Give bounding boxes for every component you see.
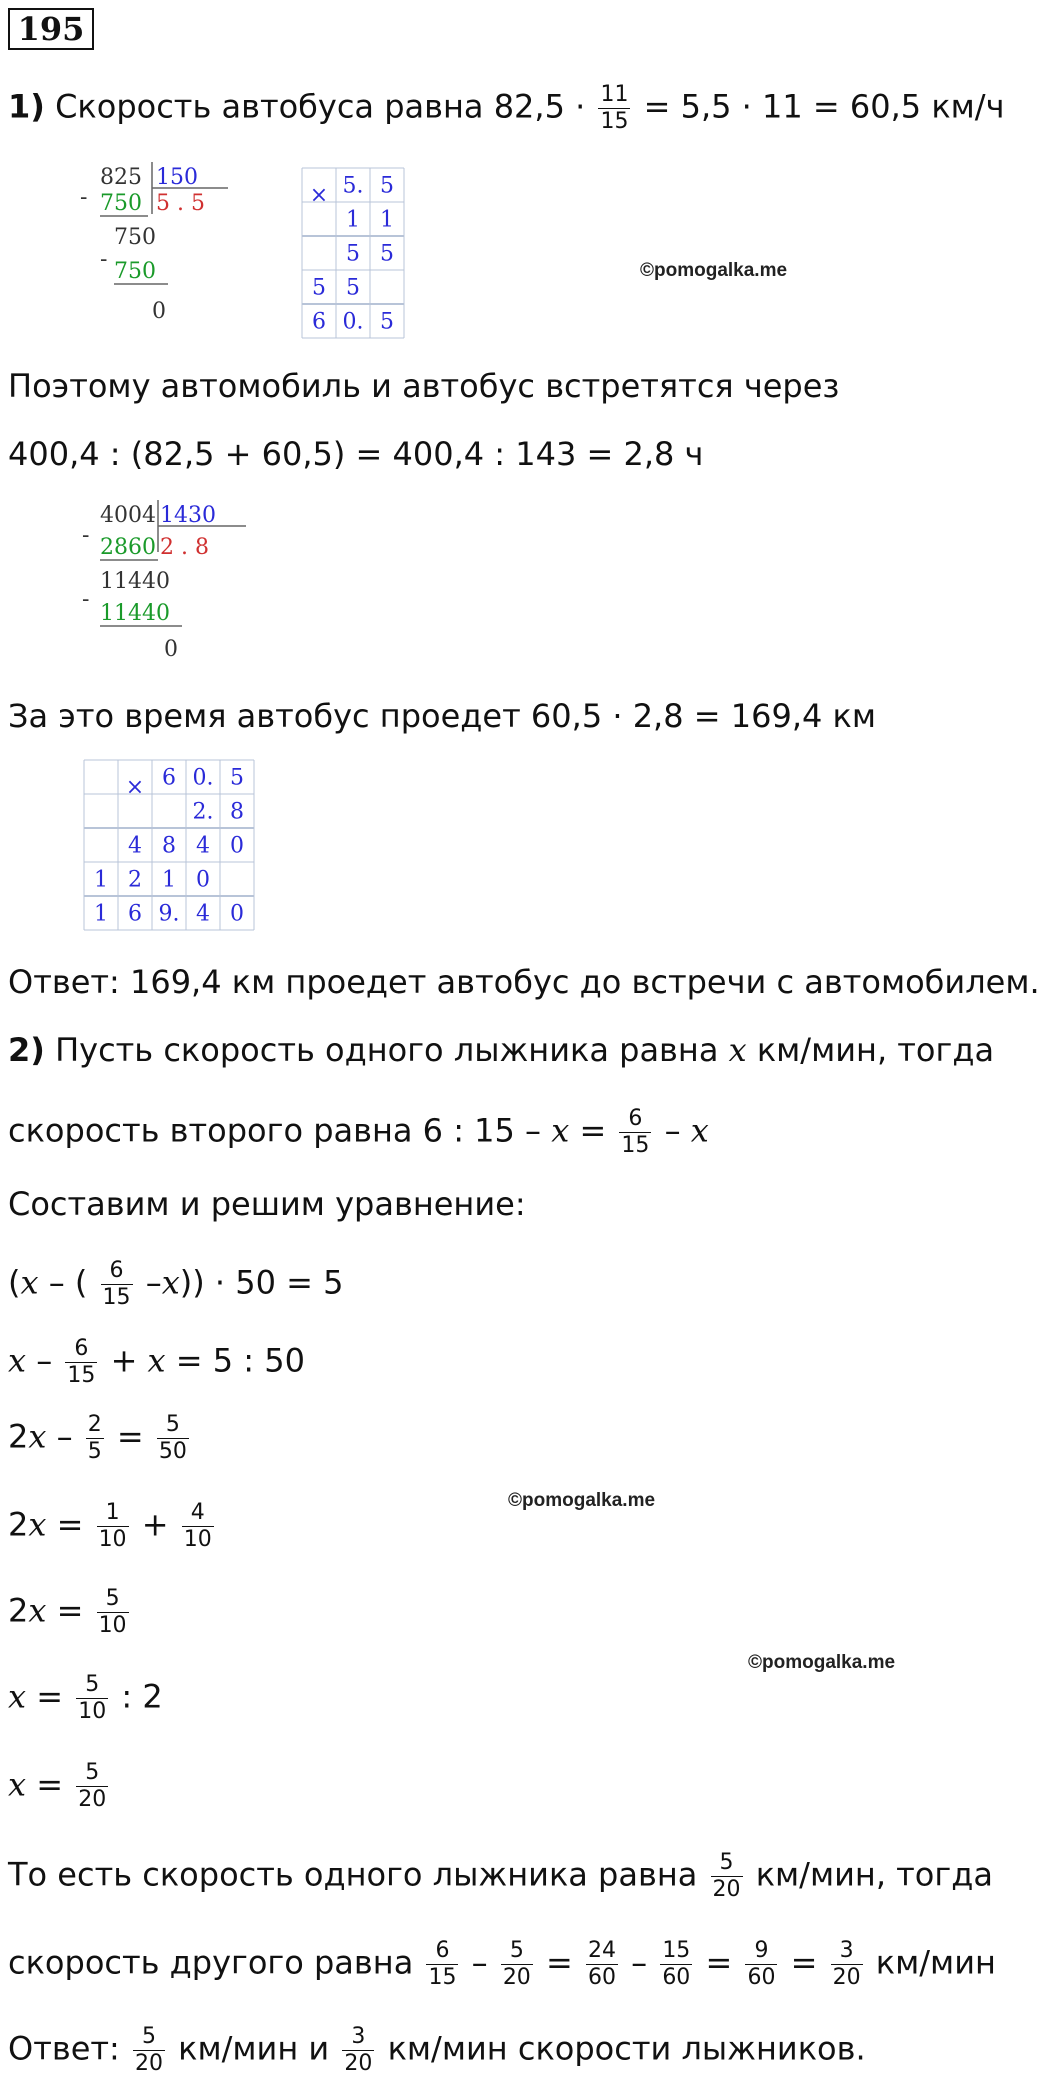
grid-digit: 5.: [342, 173, 364, 199]
grid-digit: 2.: [192, 799, 214, 825]
grid-digit: 1: [346, 207, 360, 233]
grid-digit: 5: [380, 173, 394, 199]
dividend: 825: [100, 165, 142, 190]
multiplication-grid-2: [84, 760, 260, 932]
equation-3: 2x – $\frac{2}{5}$ = $\frac{5}{50}$: [8, 1412, 187, 1464]
svg-text:0: 0: [152, 299, 166, 324]
grid-digit: 5: [346, 275, 360, 301]
fraction: $\frac{11}{15}$: [600, 82, 629, 134]
svg-text:4004: 4004: [100, 503, 156, 528]
grid-digit: 0: [230, 833, 244, 859]
svg-text:0: 0: [164, 637, 178, 662]
grid-digit: 5: [312, 275, 326, 301]
svg-text:-: -: [80, 185, 88, 210]
grid-digit: 4: [196, 901, 210, 927]
distance-text: За это время автобус проедет 60,5 · 2,8 = 169,4 км: [8, 697, 876, 735]
long-division-1: [78, 158, 228, 338]
equation-2: x – $\frac{6}{15}$ + x = 5 : 50: [8, 1336, 305, 1388]
grid-digit: 1: [94, 901, 108, 927]
grid-digit: 0.: [192, 765, 214, 791]
grid-digit: 5: [230, 765, 244, 791]
grid-digit: 1: [94, 867, 108, 893]
answer-2: Ответ: $\frac{5}{20}$ км/мин и $\frac{3}{20}$ км/мин скорости лыжников.: [8, 2024, 866, 2076]
conclusion-2: скорость другого равна $\frac{6}{15}$ – $\frac{5}{20}$ = $\frac{24}{60}$ – $\frac{15}{60}$ = $\frac{9}{60}$ = $\frac{3}{20}$ км/мин: [8, 1938, 996, 1990]
speed-line: 1) Скорость автобуса равна 82,5 · $\frac{11}{15}$ = 5,5 · 11 = 60,5 км/ч: [8, 82, 1005, 134]
svg-text:-: -: [82, 587, 90, 612]
svg-text:-: -: [100, 247, 108, 272]
part2-intro: 2) Пусть скорость одного лыжника равна x км/мин, тогда: [8, 1031, 995, 1069]
svg-text:1430: 1430: [160, 503, 216, 528]
grid-digit: 5: [346, 241, 360, 267]
grid-digit: 6: [128, 901, 142, 927]
equation-6: x = $\frac{5}{10}$ : 2: [8, 1672, 163, 1724]
long-division-2: [78, 496, 258, 674]
svg-text:-: -: [82, 523, 90, 548]
svg-text:11440: 11440: [100, 569, 170, 594]
grid-digit: 4: [128, 833, 142, 859]
grid-digit: 1: [380, 207, 394, 233]
compose-text: Составим и решим уравнение:: [8, 1185, 526, 1223]
svg-text:2860: 2860: [100, 535, 156, 560]
equation-5: 2x = $\frac{5}{10}$: [8, 1586, 127, 1638]
multiply-sign: ×: [309, 183, 329, 208]
watermark: ©pomogalka.me: [508, 1490, 656, 1511]
equation-4: 2x = $\frac{1}{10}$ + $\frac{4}{10}$: [8, 1500, 212, 1552]
watermark: ©pomogalka.me: [640, 260, 788, 281]
meet-text: Поэтому автомобиль и автобус встретятся через: [8, 367, 840, 405]
conclusion-1: То есть скорость одного лыжника равна $\frac{5}{20}$ км/мин, тогда: [8, 1850, 993, 1902]
meet-calc: 400,4 : (82,5 + 60,5) = 400,4 : 143 = 2,8 ч: [8, 435, 704, 473]
multiplication-grid-1: [302, 168, 408, 340]
grid-digit: 6: [312, 309, 326, 335]
svg-text:2 . 8: 2 . 8: [160, 535, 209, 560]
grid-digit: 0: [196, 867, 210, 893]
equation-1: (x – ( $\frac{6}{15}$ –x)) · 50 = 5: [8, 1258, 344, 1310]
grid-digit: 0.: [342, 309, 364, 335]
grid-digit: 2: [128, 867, 142, 893]
grid-digit: 5: [380, 241, 394, 267]
problem-number: 195: [8, 8, 94, 50]
grid-digit: 1: [162, 867, 176, 893]
grid-digit: 8: [230, 799, 244, 825]
grid-digit: 8: [162, 833, 176, 859]
grid-digit: 9.: [158, 901, 180, 927]
equation-7: x = $\frac{5}{20}$: [8, 1760, 107, 1812]
svg-text:11440: 11440: [100, 601, 170, 626]
answer-1: Ответ: 169,4 км проедет автобус до встречи с автомобилем.: [8, 963, 1040, 1001]
grid-digit: 6: [162, 765, 176, 791]
svg-text:750: 750: [114, 225, 156, 250]
watermark: ©pomogalka.me: [748, 1652, 896, 1673]
grid-digit: 0: [230, 901, 244, 927]
part2-second: скорость второго равна 6 : 15 – x = $\frac{6}{15}$ – x: [8, 1106, 709, 1158]
svg-text:5 . 5: 5 . 5: [156, 191, 205, 216]
multiply-sign: ×: [125, 775, 145, 800]
grid-digit: 5: [380, 309, 394, 335]
svg-text:750: 750: [114, 259, 156, 284]
grid-digit: 4: [196, 833, 210, 859]
divisor: 150: [156, 165, 198, 190]
svg-text:750: 750: [100, 191, 142, 216]
